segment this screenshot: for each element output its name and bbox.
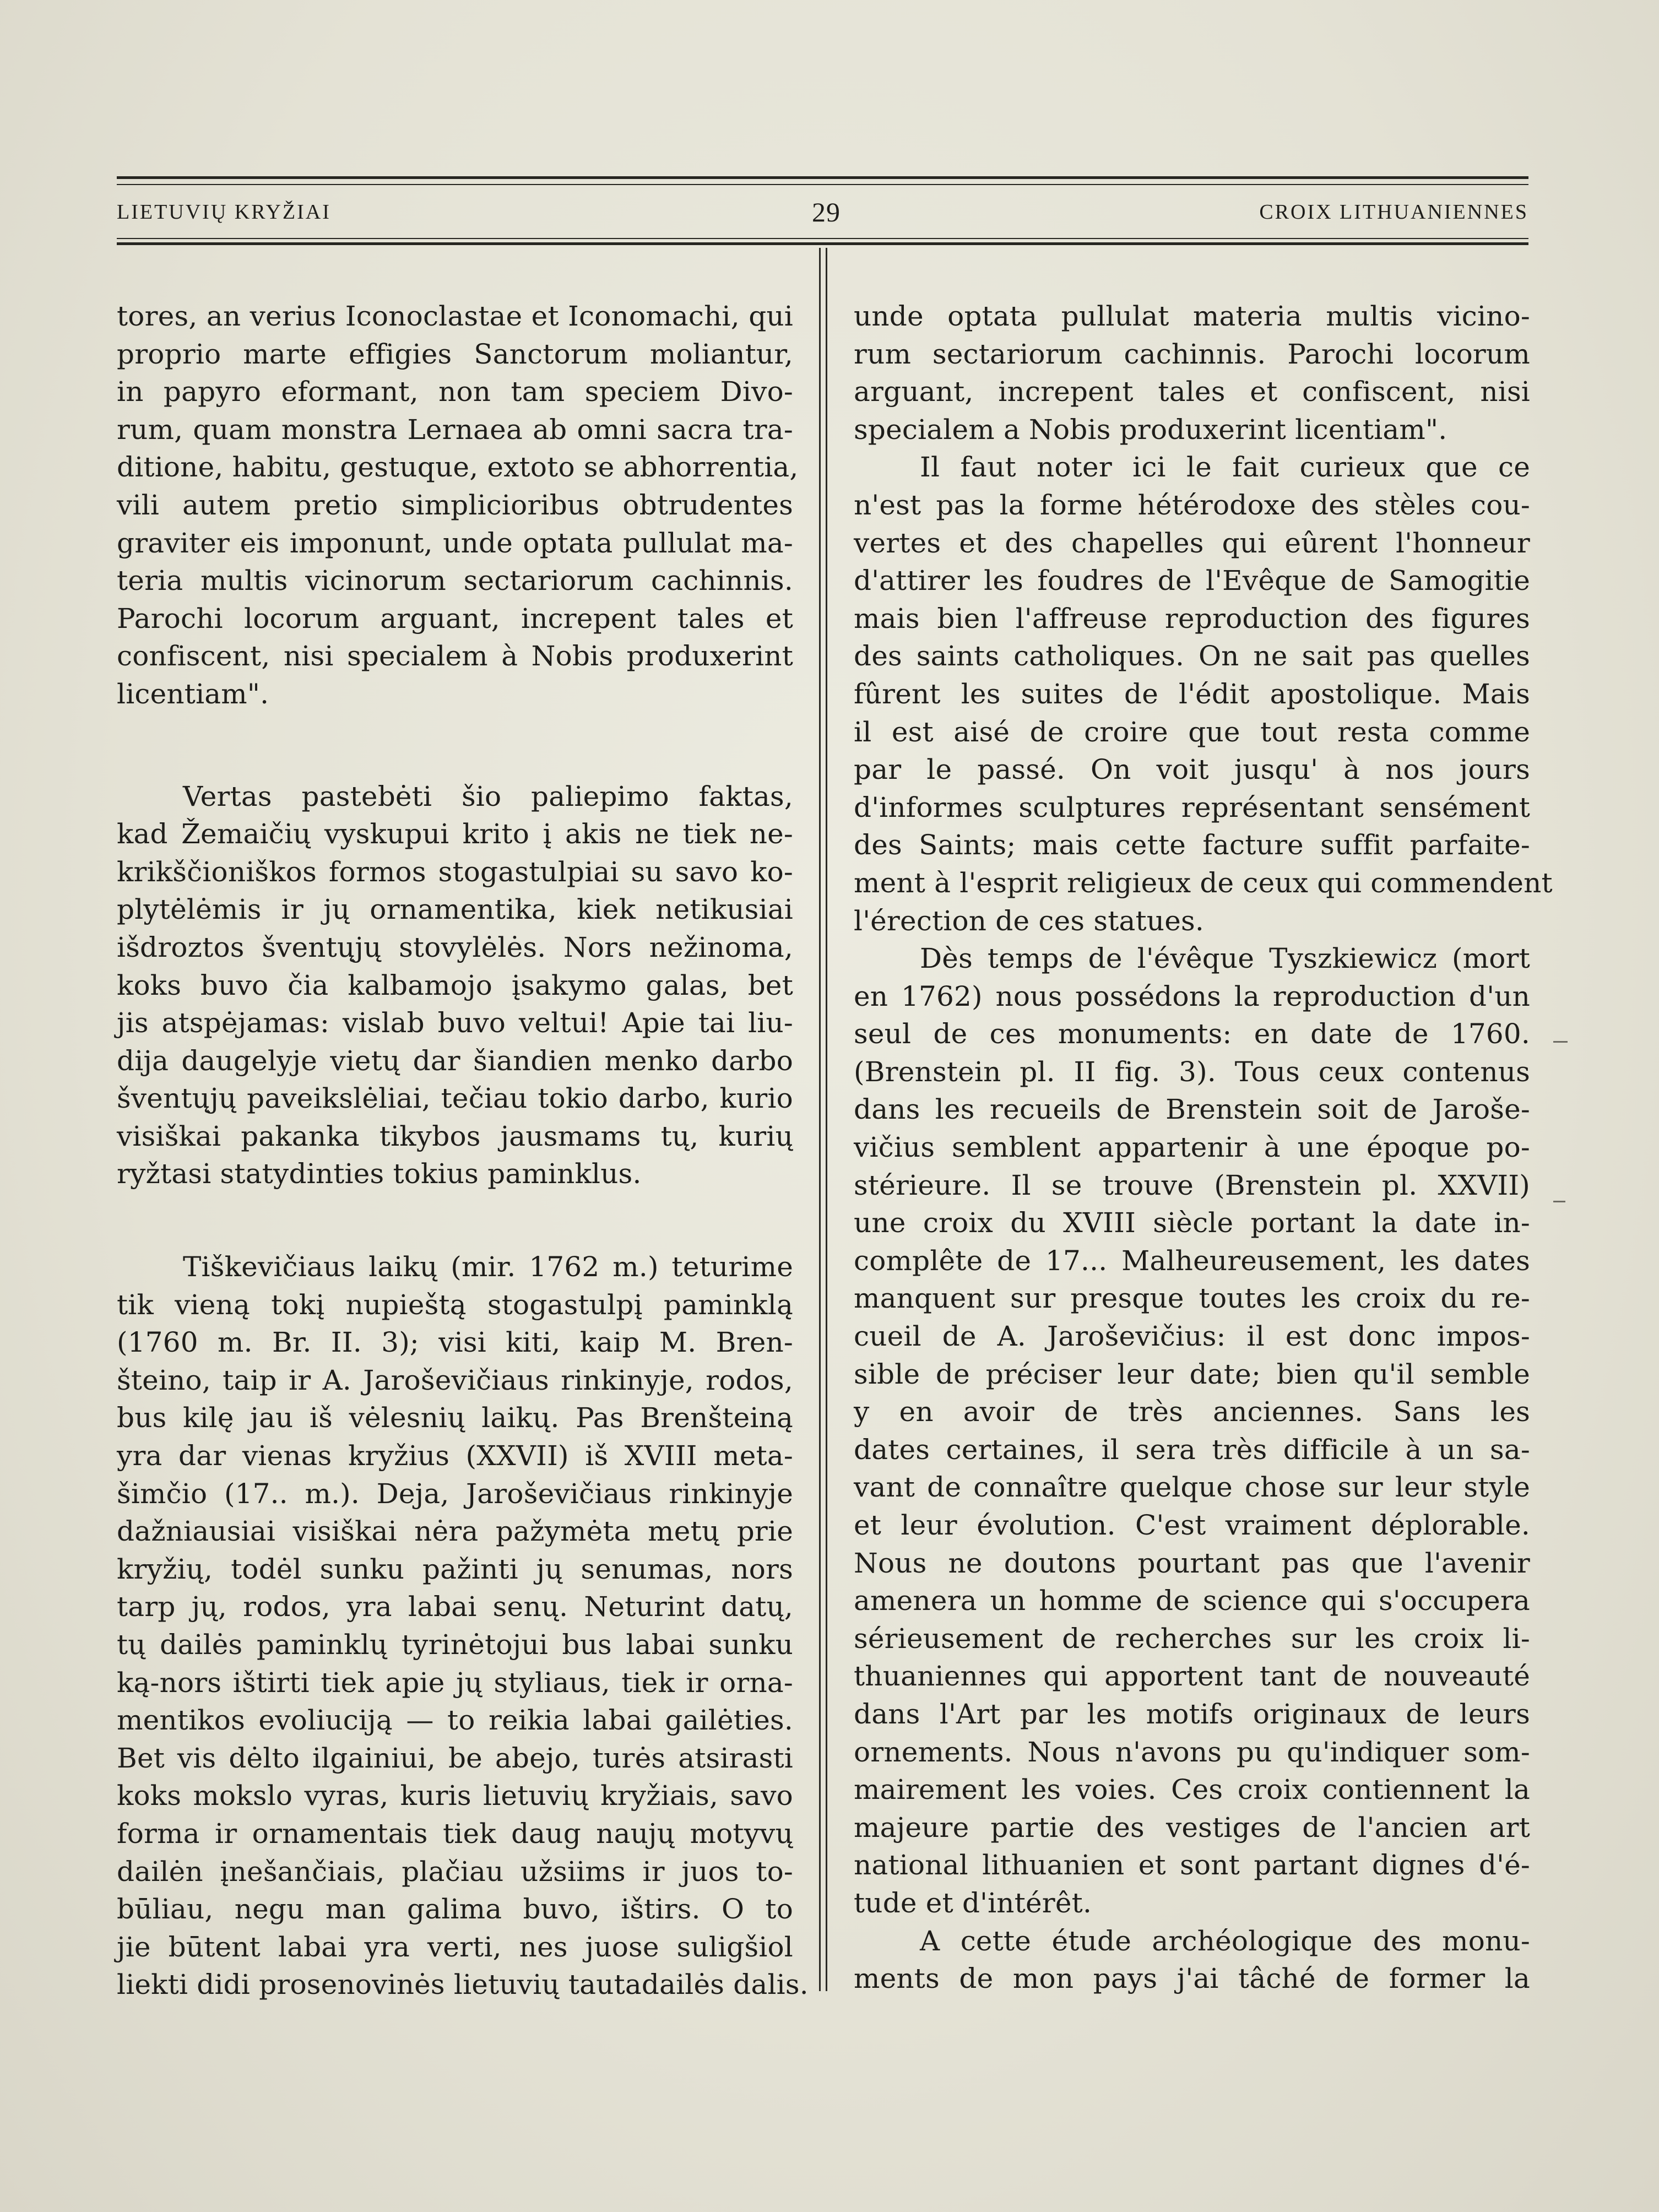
margin-mark xyxy=(1553,1041,1568,1043)
text-line: graviter eis imponunt, unde optata pullulat ma- xyxy=(117,527,793,559)
paragraph-lt-2 xyxy=(117,1248,809,2004)
text-line: mais bien l'affreuse reproduction des figures xyxy=(854,602,1530,635)
text-line: ment à l'esprit religieux de ceux qui commendent xyxy=(854,866,1553,899)
text-line: Parochi locorum arguant, increpent tales et xyxy=(117,602,793,635)
paragraph-fr-1 xyxy=(854,448,1553,940)
paragraph-fr-3 xyxy=(854,1922,1530,1998)
text-line: unde optata pullulat materia multis vicino- xyxy=(854,300,1530,332)
text-line: išdroztos šventųjų stovylėlės. Nors nežinoma, xyxy=(117,931,793,963)
text-line: rum, quam monstra Lernaea ab omni sacra tra- xyxy=(117,413,793,446)
text-line: Nous ne doutons pourtant pas que l'avenir xyxy=(854,1547,1530,1579)
text-line: Vertas pastebėti šio paliepimo faktas, xyxy=(183,780,793,812)
text-line: liekti didi prosenovinės lietuvių tautadailės dalis. xyxy=(117,1969,809,2001)
text-line: vili autem pretio simplicioribus obtrudentes xyxy=(117,489,793,521)
text-line: tude et d'intérêt. xyxy=(854,1886,1092,1919)
text-line: šimčio (17.. m.). Deja, Jaroševičiaus rinkinyje xyxy=(117,1477,793,1510)
text-line: majeure partie des vestiges de l'ancien art xyxy=(854,1811,1530,1844)
text-line: sible de préciser leur date; bien qu'il semble xyxy=(854,1358,1530,1390)
text-line: šventųjų paveikslėliai, tečiau tokio darbo, kurio xyxy=(117,1082,793,1115)
text-line: des saints catholiques. On ne sait pas quelles xyxy=(854,640,1530,673)
text-line: proprio marte effigies Sanctorum moliantur, xyxy=(117,338,793,370)
paragraph-fr-2 xyxy=(854,940,1530,1922)
text-line: šteino, taip ir A. Jaroševičiaus rinkinyje, rodos, xyxy=(117,1364,793,1396)
right-column xyxy=(854,297,1553,1998)
text-line: krikščioniškos formos stogastulpiai su savo ko- xyxy=(117,855,793,888)
text-line: sérieusement de recherches sur les croix li- xyxy=(854,1622,1530,1655)
text-line: dailėn įnešančiais, plačiau užsiims ir juos to- xyxy=(117,1855,793,1888)
header-rule-top xyxy=(117,176,1528,179)
text-line: dans les recueils de Brenstein soit de Jaroše- xyxy=(854,1093,1530,1126)
paragraph-latin-quote xyxy=(117,297,799,713)
text-line: koks buvo čia kalbamojo įsakymo galas, bet xyxy=(117,969,793,1001)
running-header-right: CROIX LITHUANIENNES xyxy=(1259,200,1528,224)
text-line: fûrent les suites de l'édit apostolique. Mais xyxy=(854,677,1530,710)
text-line: Il faut noter ici le fait curieux que ce xyxy=(920,451,1530,484)
text-line: vant de connaître quelque chose sur leur style xyxy=(854,1471,1530,1504)
text-line: y en avoir de très anciennes. Sans les xyxy=(854,1396,1530,1428)
text-line: plytėlėmis ir jų ornamentika, kiek netikusiai xyxy=(117,893,793,926)
text-line: par le passé. On voit jusqu' à nos jours xyxy=(854,753,1530,786)
text-line: stérieure. Il se trouve (Brenstein pl. XXVII) xyxy=(854,1169,1530,1201)
text-line: in papyro eformant, non tam speciem Divo- xyxy=(117,376,793,408)
text-line: vičius semblent appartenir à une époque po- xyxy=(854,1131,1530,1164)
text-line: Dès temps de l'évêque Tyszkiewicz (mort xyxy=(920,942,1530,975)
text-line: bus kilę jau iš vėlesnių laikų. Pas Brenšteiną xyxy=(117,1402,793,1434)
text-line: kad Žemaičių vyskupui krito į akis ne tiek ne- xyxy=(117,818,793,850)
text-line: amenera un homme de science qui s'occupera xyxy=(854,1585,1530,1617)
running-header-left: LIETUVIŲ KRYŽIAI xyxy=(117,200,331,224)
page-number: 29 xyxy=(812,197,841,227)
text-line: Bet vis dėlto ilgainiui, be abejo, turės atsirasti xyxy=(117,1742,793,1774)
column-divider-right xyxy=(826,248,827,1991)
column-divider-left xyxy=(819,248,821,1991)
text-line: dija daugelyje vietų dar šiandien menko darbo xyxy=(117,1044,793,1077)
text-line: tarp jų, rodos, yra labai senų. Neturint datų, xyxy=(117,1591,793,1623)
text-line: vertes et des chapelles qui eûrent l'honneur xyxy=(854,527,1530,559)
text-line: visiškai pakanka tikybos jausmams tų, kurių xyxy=(117,1120,793,1152)
text-line: yra dar vienas kryžius (XXVII) iš XVIII meta- xyxy=(117,1440,793,1472)
text-line: A cette étude archéologique des monu- xyxy=(920,1924,1530,1957)
text-line: dates certaines, il sera très difficile à un sa- xyxy=(854,1433,1530,1466)
text-line: tik vieną tokį nupieštą stogastulpį paminklą xyxy=(117,1288,793,1321)
text-line: ditione, habitu, gestuque, extoto se abhorrentia, xyxy=(117,451,799,484)
header-rule-bottom-thin xyxy=(117,238,1528,239)
text-line: cueil de A. Jaroševičius: il est donc impos- xyxy=(854,1320,1530,1353)
text-line: tores, an verius Iconoclastae et Iconomachi, qui xyxy=(117,300,793,332)
margin-mark xyxy=(1553,1201,1565,1202)
header-rule-bottom xyxy=(117,242,1528,245)
text-line: mentikos evoliuciją — to reikia labai gailėties. xyxy=(117,1704,793,1737)
text-line: il est aisé de croire que tout resta comme xyxy=(854,715,1530,748)
text-line: kryžių, todėl sunku pažinti jų senumas, nors xyxy=(117,1553,793,1585)
paragraph-fr-quote-end xyxy=(854,297,1530,448)
text-line: ornements. Nous n'avons pu qu'indiquer som- xyxy=(854,1736,1530,1768)
text-line: national lithuanien et sont partant dignes d'é- xyxy=(854,1849,1530,1882)
text-line: specialem a Nobis produxerint licentiam". xyxy=(854,413,1447,446)
text-line: d'informes sculptures représentant sensément xyxy=(854,791,1530,823)
header-rule-top-thin xyxy=(117,184,1528,185)
text-line: une croix du XVIII siècle portant la date in- xyxy=(854,1207,1530,1239)
text-line: en 1762) nous possédons la reproduction d'un xyxy=(854,980,1530,1012)
text-line: jie būtent labai yra verti, nes juose suligšiol xyxy=(117,1931,793,1963)
text-line: (1760 m. Br. II. 3); visi kiti, kaip M. Bren- xyxy=(117,1326,793,1359)
text-line: dažniausiai visiškai nėra pažymėta metų prie xyxy=(117,1515,793,1548)
text-line: mairement les voies. Ces croix contiennent la xyxy=(854,1774,1530,1806)
paragraph-lt-1 xyxy=(117,778,793,1194)
text-line: ryžtasi statydinties tokius paminklus. xyxy=(117,1158,642,1190)
text-line: seul de ces monuments: en date de 1760. xyxy=(854,1018,1530,1050)
text-line: licentiam". xyxy=(117,677,269,710)
text-line: d'attirer les foudres de l'Evêque de Samogitie xyxy=(854,565,1530,597)
text-line: ką-nors ištirti tiek apie jų styliaus, tiek ir orna- xyxy=(117,1666,793,1699)
text-line: et leur évolution. C'est vraiment déplorable. xyxy=(854,1509,1530,1541)
left-column xyxy=(117,297,809,2004)
text-line: būliau, negu man galima buvo, ištirs. O to xyxy=(117,1893,793,1926)
text-line: Tiškevičiaus laikų (mir. 1762 m.) teturime xyxy=(183,1251,793,1283)
text-line: complête de 17... Malheureusement, les dates xyxy=(854,1244,1530,1277)
text-line: teria multis vicinorum sectariorum cachinnis. xyxy=(117,565,793,597)
text-line: tų dailės paminklų tyrinėtojui bus labai sunku xyxy=(117,1629,793,1661)
text-line: thuaniennes qui apportent tant de nouveauté xyxy=(854,1660,1530,1693)
text-line: rum sectariorum cachinnis. Parochi locorum xyxy=(854,338,1530,370)
text-line: confiscent, nisi specialem à Nobis produxerint xyxy=(117,640,793,673)
text-line: (Brenstein pl. II fig. 3). Tous ceux contenus xyxy=(854,1055,1530,1088)
text-line: l'érection de ces statues. xyxy=(854,904,1204,937)
text-line: jis atspėjamas: vislab buvo veltui! Apie tai liu- xyxy=(117,1007,793,1039)
text-line: arguant, increpent tales et confiscent, nisi xyxy=(854,376,1530,408)
text-line: manquent sur presque toutes les croix du re- xyxy=(854,1282,1530,1315)
text-line: des Saints; mais cette facture suffit parfaite- xyxy=(854,829,1530,861)
text-line: koks mokslo vyras, kuris lietuvių kryžiais, savo xyxy=(117,1780,793,1812)
text-line: forma ir ornamentais tiek daug naujų motyvų xyxy=(117,1817,793,1850)
text-line: ments de mon pays j'ai tâché de former la xyxy=(854,1962,1530,1995)
text-line: n'est pas la forme hétérodoxe des stèles cou- xyxy=(854,489,1530,521)
text-line: dans l'Art par les motifs originaux de leurs xyxy=(854,1698,1530,1730)
